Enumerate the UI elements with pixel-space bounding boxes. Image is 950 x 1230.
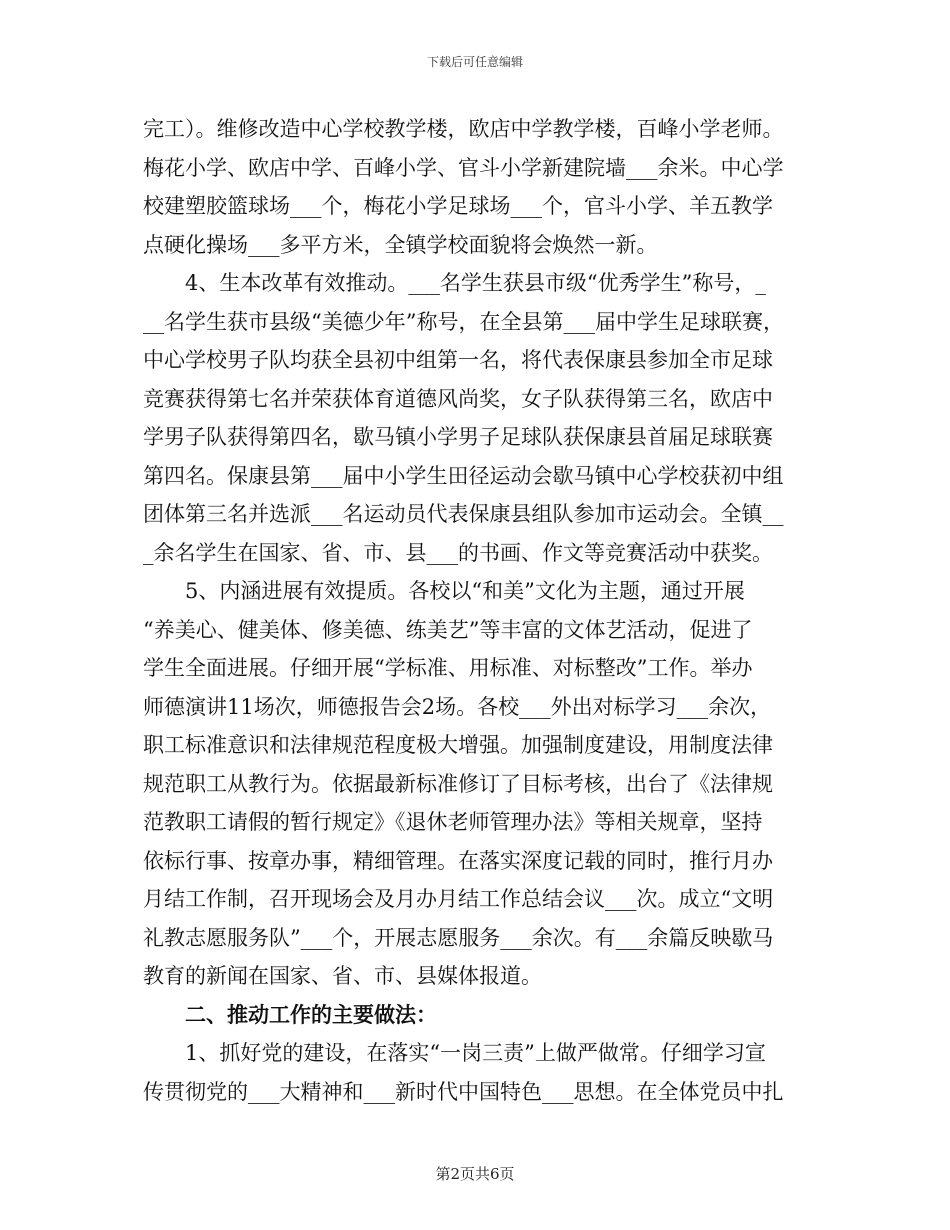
- page-footer: 第2页共6页: [435, 1165, 515, 1183]
- text-line: 规范职工从教行为。依据最新标准修订了目标考核，出台了《法律规: [143, 771, 773, 796]
- text-line: 礼教志愿服务队”___个，开展志愿服务___余次。有___余篇反映歇马: [143, 925, 774, 950]
- text-line: 学男子队获得第四名，歇马镇小学男子足球队获保康县首届足球联赛: [143, 425, 773, 449]
- text-line: 学生全面进展。仔细开展“学标准、用标准、对标整改”工作。举办: [143, 656, 753, 680]
- text-line: 中心学校男子队均获全县初中组第一名，将代表保康县参加全市足球: [143, 348, 773, 372]
- page-header: 下载后可任意编辑: [426, 55, 523, 69]
- section-heading: 二、推动工作的主要做法：: [185, 1001, 437, 1027]
- text-line: 月结工作制，召开现场会及月办月结工作总结会议___次。成立“文明: [143, 887, 774, 911]
- text-line: 职工标准意识和法律规范程度极大增强。加强制度建设，用制度法律: [143, 733, 773, 757]
- paragraph-start-line: 4、生本改革有效推动。___名学生获县市级“优秀学生”称号，_: [185, 271, 766, 295]
- text-line: 完工）。维修改造中心学校教学楼，欧店中学教学楼，百峰小学老师。: [143, 117, 784, 141]
- text-line: 范教职工请假的暂行规定》《退休老师管理办法》等相关规章，坚持: [143, 810, 763, 834]
- text-line: 点硬化操场___多平方米，全镇学校面貌将会焕然一新。: [143, 232, 658, 257]
- text-line: 梅花小学、欧店中学、百峰小学、官斗小学新建院墙___余米。中心学: [143, 155, 784, 180]
- text-line: 第四名。保康县第___届中小学生田径运动会歇马镇中心学校获初中组: [143, 463, 784, 488]
- text-line: 师德演讲11场次，师德报告会2场。各校___外出对标学习___余次，: [143, 694, 772, 719]
- text-line: __名学生获市县级“美德少年”称号，在全县第___届中学生足球联赛，: [143, 309, 784, 334]
- text-line: “养美心、健美体、修美德、练美艺”等丰富的文体艺活动，促进了: [143, 617, 753, 642]
- text-line: 团体第三名并选派___名运动员代表保康县组队参加市运动会。全镇__: [143, 502, 784, 526]
- paragraph-start-line: 1、抓好党的建设，在落实“一岗三责”上做严做常。仔细学习宣: [185, 1041, 766, 1065]
- text-line: 传贯彻党的___大精神和___新时代中国特色___思想。在全体党员中扎: [143, 1079, 784, 1104]
- text-line: 校建塑胶篮球场___个，梅花小学足球场___个，官斗小学、羊五教学: [143, 194, 773, 218]
- paragraph-start-line: 5、内涵进展有效提质。各校以“和美”文化为主题，通过开展: [185, 579, 745, 603]
- text-line: 依标行事、按章办事，精细管理。在落实深度记载的同时，推行月办: [143, 848, 773, 873]
- text-line: _余名学生在国家、省、市、县___的书画、作文等竞赛活动中获奖。: [143, 540, 773, 565]
- text-line: 竞赛获得第七名并荣获体育道德风尚奖，女子队获得第三名，欧店中: [143, 386, 773, 411]
- document-body: [143, 110, 818, 1111]
- text-line: 教育的新闻在国家、省、市、县媒体报道。: [143, 964, 542, 988]
